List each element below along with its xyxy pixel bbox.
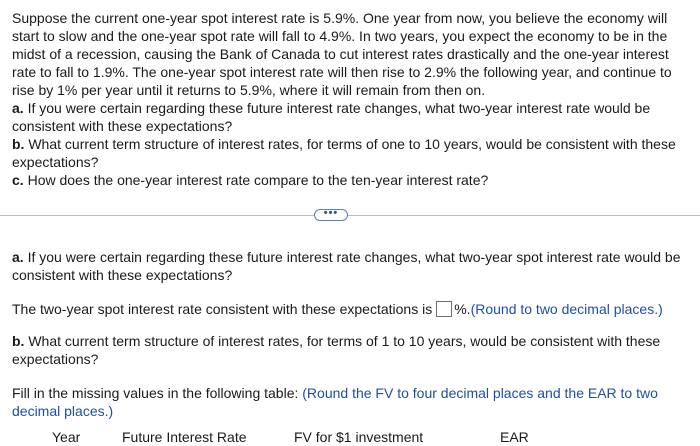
answer-section xyxy=(12,248,692,420)
answer-b-label: b. xyxy=(12,333,25,349)
question-a-text: If you were certain regarding these future interest rate changes, what two-year interest rate would be consistent with these expectations? xyxy=(12,100,651,134)
problem-intro: Suppose the current one-year spot interest rate is 5.9%. One year from now, you believe the economy will start to slow and the one-year spot rate will fall to 4.9%. In two years, you expect the economy to be in the midst of a recession, causing the Bank of Canada to cut interest rates drastically and the one-year interest rate to fall to 1.9%. The one-year spot interest rate will then rise to 2.9% the following year, and continue to rise by 1% per year until it returns to 5.9%, where it will remain from then on. xyxy=(12,10,672,98)
more-dots-icon: ••• xyxy=(323,207,339,219)
answer-a-text: If you were certain regarding these future interest rate changes, what two-year spot interest rate would be consistent with these expectations? xyxy=(12,249,681,283)
fill-hint: (Round the FV to four decimal places and the EAR to two decimal places.) xyxy=(12,385,658,419)
table-col-ear: EAR xyxy=(500,429,529,445)
answer-a-unit: %. xyxy=(454,301,471,317)
answer-b-question xyxy=(12,332,692,368)
question-c-text: How does the one-year interest rate compare to the ten-year interest rate? xyxy=(23,172,489,188)
question-c xyxy=(12,171,692,189)
answer-a-row xyxy=(12,300,692,318)
two-year-rate-input[interactable] xyxy=(436,301,452,317)
question-b-label: b. xyxy=(12,136,25,152)
fill-text: Fill in the missing values in the following table: xyxy=(12,385,299,401)
question-b-text: What current term structure of interest rates, for terms of one to 10 years, would be consistent with these expectations? xyxy=(12,136,676,170)
question-b xyxy=(12,135,692,171)
table-col-year: Year xyxy=(52,429,81,445)
answer-b-text: What current term structure of interest rates, for terms of 1 to 10 years, would be consistent with these expectations? xyxy=(12,333,661,367)
question-c-label: c. xyxy=(12,172,24,188)
answer-a-label: a. xyxy=(12,249,24,265)
question-a xyxy=(12,99,692,135)
fill-instructions xyxy=(12,384,692,420)
table-col-fv: FV for $1 investment xyxy=(294,429,424,445)
divider-line xyxy=(0,215,700,216)
answer-a-hint: (Round to two decimal places.) xyxy=(470,301,663,317)
table-header-partial xyxy=(12,426,692,445)
problem-statement xyxy=(12,9,692,189)
answer-a-prompt: The two-year spot interest rate consistent with these expectations is xyxy=(12,301,433,317)
question-a-label: a. xyxy=(12,100,24,116)
table-col-future-rate: Future Interest Rate xyxy=(122,429,247,445)
answer-a-question xyxy=(12,248,692,284)
expand-button[interactable] xyxy=(314,209,348,221)
section-divider xyxy=(0,209,700,223)
